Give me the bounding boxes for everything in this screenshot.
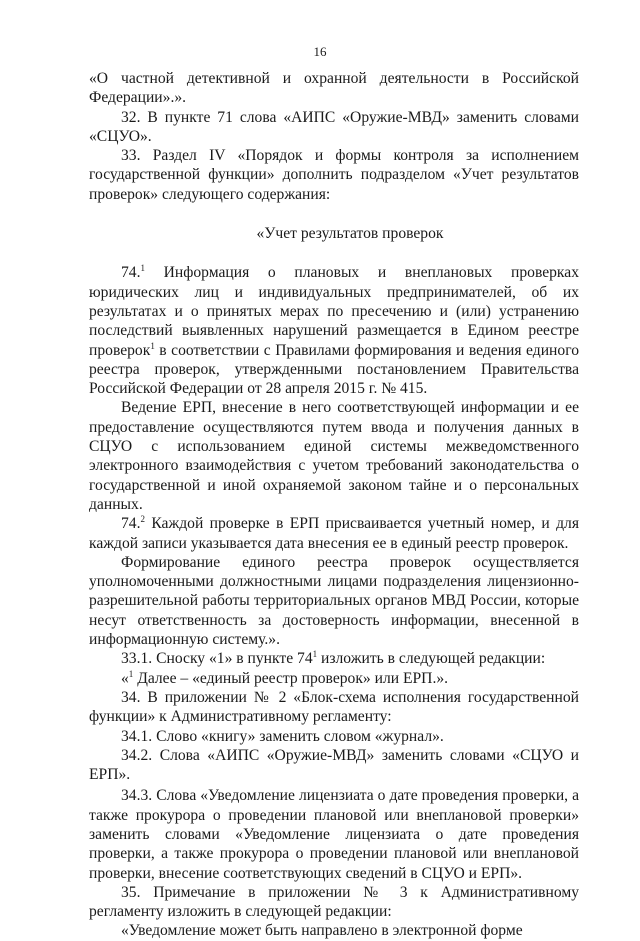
paragraph-formation: [89, 553, 579, 649]
paragraph-text: 35. Примечание в приложении № 3 к Административному регламенту изложить в следующей редакции:: [89, 883, 579, 921]
superscript-mark: 2: [140, 514, 145, 525]
paragraph-text: Информация о плановых и внеплановых проверках юридических лиц и индивидуальных предпринимателей, об их результатах и о принятых мерах по пресечению и (или) устранению последствий выявленных нарушений размещается в Едином реестре проверок: [89, 264, 579, 359]
paragraph-32: [89, 108, 579, 147]
paragraph-33-1: [89, 649, 579, 668]
paragraph-text: Каждой проверке в ЕРП присваивается учетный номер, и для каждой записи указывается дата внесения ее в единый реестр проверок.: [89, 515, 579, 552]
paragraph-erp: [89, 398, 579, 514]
paragraph-34: [89, 688, 579, 727]
paragraph-74-2: [89, 514, 579, 553]
paragraph-text: 32. В пункте 71 слова «АИПС «Оружие-МВД» заменить словами «СЦУО».: [89, 108, 579, 145]
paragraph-text: Ведение ЕРП, внесение в него соответствующей информации и ее предоставление осуществляются путем ввода и получения данных в СЦУО с использованием единой системы межведомственного электронного взаимодействия с учетом требований законодательства о государственной и иной охраняемой законом тайне и о персональных данных.: [89, 399, 579, 513]
paragraph-34-2: [89, 746, 579, 785]
paragraph-federation: [89, 69, 579, 108]
paragraph-text: 34.3. Слова «Уведомление лицензиата о дате проведения проверки, а также прокурора о проведении плановой или внеплановой проверки» заменить словами «Уведомление лицензиата о дате проведения проверки, а также прокурора о проведении плановой или внеплановой проверки, внесение соответствующих сведений в СЦУО и ЕРП».: [89, 787, 579, 882]
paragraph-text: в соответствии с Правилами формирования и ведения единого реестра проверок, утвержденными постановлением Правительства Российской Федерации от 28 апреля 2015 г. № 415.: [89, 341, 579, 398]
superscript-mark: 1: [150, 340, 155, 351]
paragraph-text: «О частной детективной и охранной деятельности в Российской Федерации».».: [89, 70, 579, 107]
paragraph-text: 74.: [121, 264, 141, 282]
paragraph-text: 34.1. Слово «книгу» заменить словом «журнал».: [121, 727, 444, 745]
paragraph-text: 34.2. Слова «АИПС «Оружие-МВД» заменить словами «СЦУО и ЕРП».: [89, 746, 579, 784]
paragraph-text: «Уведомление может быть направлено в электронной форме: [121, 922, 523, 940]
paragraph-text: «: [121, 669, 129, 687]
paragraph-text: изложить в следующей редакции:: [317, 650, 546, 668]
paragraph-text: Формирование единого реестра проверок осуществляется уполномоченными должностными лицами подразделения лицензионно-разрешительной работы территориальных органов МВД России, которые несут ответственность за достоверность информации, внесенной в информационную систему.».: [89, 553, 579, 649]
paragraph-text: 33. Раздел IV «Порядок и формы контроля за исполнением государственной функции» дополнить подразделом «Учет результатов проверок» следующего содержания:: [89, 147, 579, 203]
paragraph-text: 34. В приложении № 2 «Блок-схема исполнения государственной функции» к Административному регламенту:: [89, 688, 579, 726]
paragraph-text: 74.: [121, 515, 141, 533]
paragraph-34-3: [89, 786, 579, 882]
paragraph-footnote: [89, 669, 579, 688]
superscript-mark: 1: [312, 649, 318, 660]
superscript-mark: 1: [128, 668, 134, 679]
paragraph-74-1: [89, 263, 579, 398]
paragraph-text: Далее – «единый реестр проверок» или ЕРП.».: [133, 669, 449, 687]
document-body: [89, 69, 579, 941]
section-heading: [89, 224, 579, 243]
paragraph-text: 33.1. Сноску «1» в пункте 74: [121, 650, 313, 668]
paragraph-35: [89, 883, 579, 922]
paragraph-34-1: [89, 727, 579, 746]
paragraph-33: [89, 146, 579, 204]
page-number: 16: [313, 44, 327, 59]
paragraph-text: «Учет результатов проверок: [256, 225, 444, 243]
superscript-mark: 1: [140, 263, 145, 274]
paragraph-notice: [89, 921, 579, 940]
